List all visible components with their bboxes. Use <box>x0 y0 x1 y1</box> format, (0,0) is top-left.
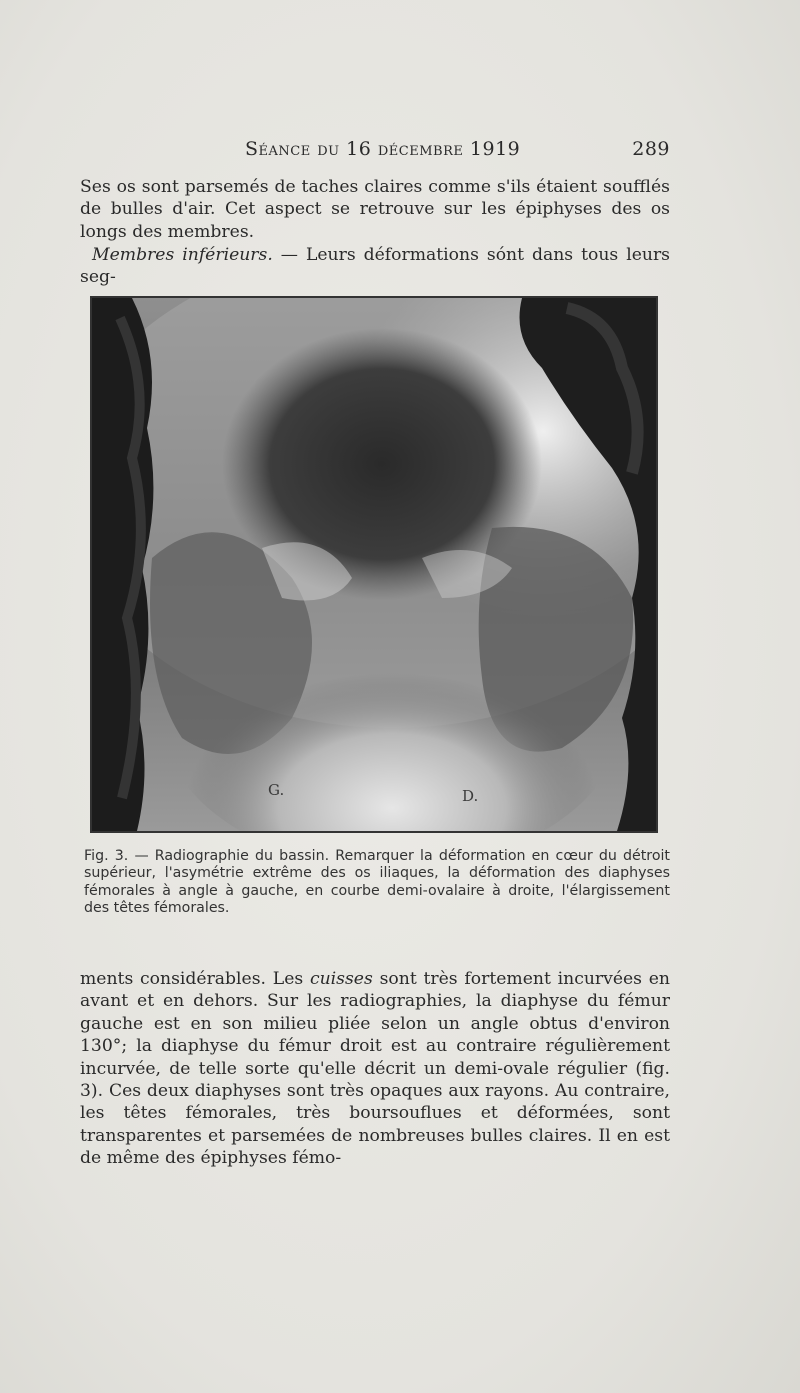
term-cuisses: cuisses <box>309 969 373 989</box>
radiograph-figure <box>90 296 658 833</box>
pelvis-radiograph-image <box>92 298 656 831</box>
section-lead: Membres inférieurs. <box>92 245 273 265</box>
paragraph-3-text: sont très fortement incurvées en avant et en dehors. Sur les radiographies, la diaphyse du fémur gauche est en son milieu pliée selon un angle obtus d'environ 130°; la diaphyse du fémur droit est au contraire régulièrement incurvée, de telle sorte qu'elle décrit un demi-ovale régulier (fig. 3). Ces deux diaphyses sont très opaques aux rayons. Au contraire, les têtes fémorales, très boursouflues et déformées, sont transparentes et parsemées de nombreuses bulles claires. Il en est de même des épiphyses fémo- <box>80 969 670 1169</box>
marker-left: G. <box>268 781 285 799</box>
figure-caption: Fig. 3. — Radiographie du bassin. Remarquer la déformation en cœur du détroit supérieur, l'asymétrie extrême des os iliaques, la déformation des diaphyses fémorales à angle à gauche, en courbe demi-ovalaire à droite, l'élargissement des têtes fémorales. <box>84 848 670 916</box>
paragraph-2-text: — Leurs déformations sónt dans tous leurs seg- <box>80 245 670 288</box>
page-number: 289 <box>632 138 670 160</box>
paragraph-2 <box>80 244 670 289</box>
running-header <box>80 138 670 168</box>
paragraph-3 <box>80 968 670 1170</box>
header-title: Séance du 16 décembre 1919 <box>245 138 521 160</box>
marker-right: D. <box>462 787 479 805</box>
paragraph-3-start: ments considérables. Les <box>80 969 310 989</box>
paragraph-1: Ses os sont parsemés de taches claires comme s'ils étaient soufflés de bulles d'air. Cet aspect se retrouve sur les épiphyses des os longs des membres. <box>80 177 670 242</box>
